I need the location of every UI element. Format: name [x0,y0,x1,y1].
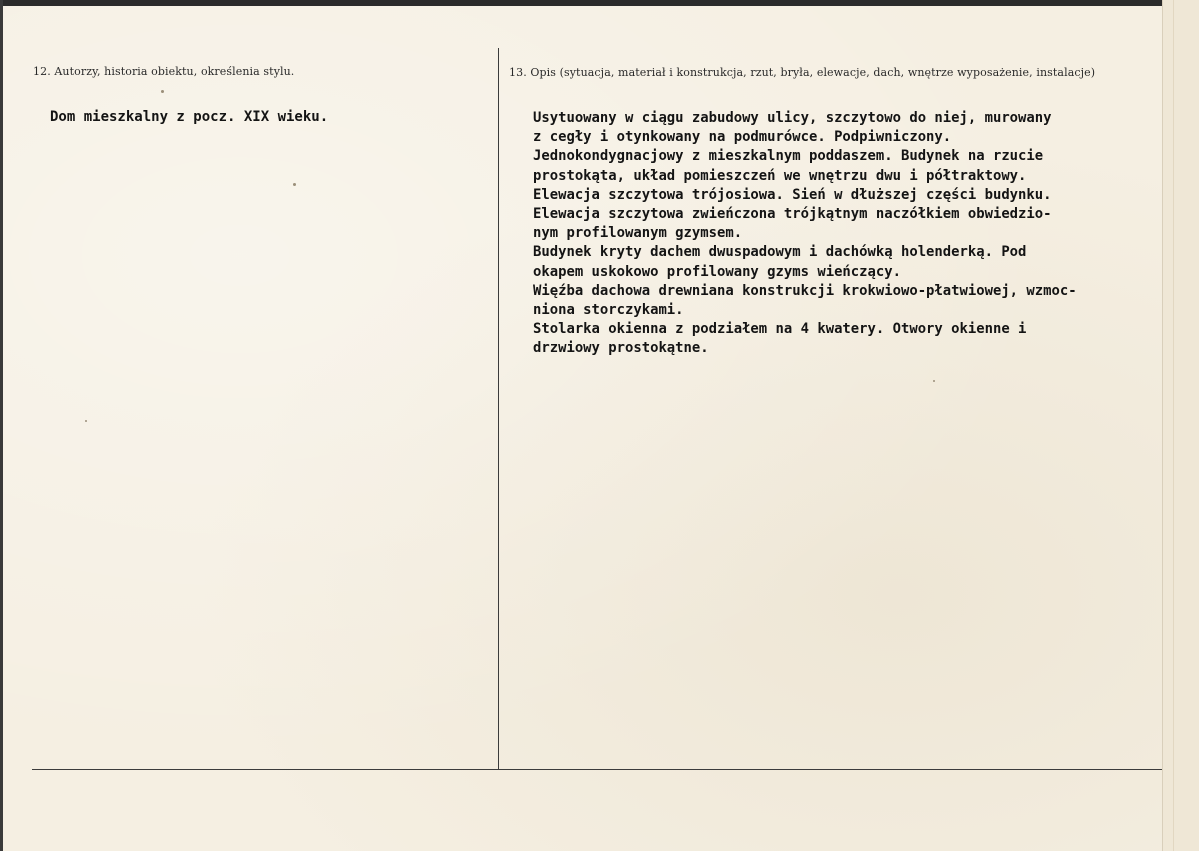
description-line: okapem uskokowo profilowany gzyms wieńczący. [533,263,901,280]
section-12-label: 12. Autorzy, historia obiektu, określenia stylu. [33,65,295,78]
section-13-description [533,109,1077,359]
section-12-text: Dom mieszkalny z pocz. XIX wieku. [50,109,329,125]
paper-speck [293,183,296,186]
description-line: prostokąta, układ pomieszczeń we wnętrzu dwu i półtraktowy. [533,167,1027,184]
description-line: nym profilowanym gzymsem. [533,225,743,242]
description-line: z cegły i otynkowany na podmurówce. Podpiwniczony. [533,129,952,146]
description-line: drzwiowy prostokątne. [533,340,709,357]
description-line: Stolarka okienna z podziałem na 4 kwatery. Otwory okienne i [533,321,1027,338]
description-line: Jednokondygnacjowy z mieszkalnym poddaszem. Budynek na rzucie [533,148,1044,165]
description-line: Usytuowany w ciągu zabudowy ulicy, szczytowo do niej, murowany [533,110,1052,126]
bottom-rule [32,769,1162,770]
scan-top-edge [0,0,1199,6]
description-line: Elewacja szczytowa zwieńczona trójkątnym naczółkiem obwiedzio- [533,206,1052,223]
paper-speck [85,420,87,422]
description-line: niona storczykami. [533,302,684,319]
paper-speck [161,90,164,93]
section-13-label: 13. Opis (sytuacja, materiał i konstrukcja, rzut, bryła, elewacje, dach, wnętrze wyposażenie, instalacje) [509,66,1096,79]
description-line: Elewacja szczytowa trójosiowa. Sień w dłuższej części budynku. [533,186,1052,203]
card-stack-edge [1162,0,1199,851]
paper-speck [933,380,935,382]
scan-left-edge [0,0,3,851]
description-line: Więźba dachowa drewniana konstrukcji krokwiowo-płatwiowej, wzmoc- [533,282,1077,299]
description-line: Budynek kryty dachem dwuspadowym i dachówką holenderką. Pod [533,244,1027,261]
column-divider [498,48,499,770]
